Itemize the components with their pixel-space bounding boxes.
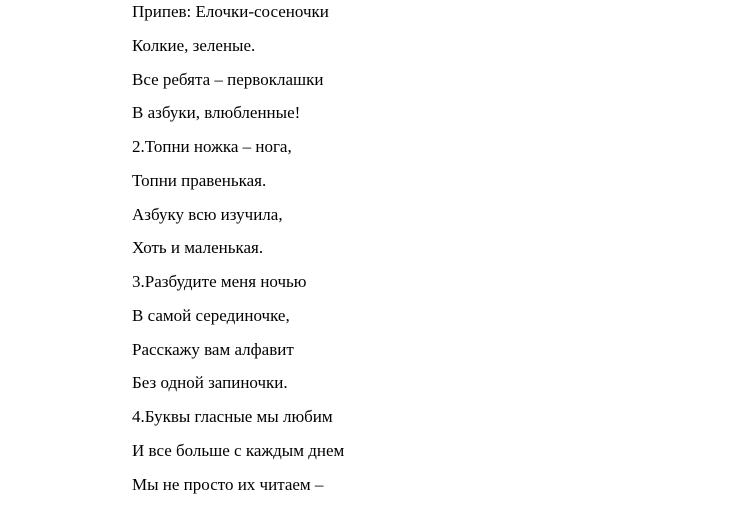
text-line: Расскажу вам алфавит — [132, 338, 344, 372]
text-line: Азбуку всю изучила, — [132, 203, 344, 237]
song-text — [132, 0, 344, 506]
text-line: Все ребята – первоклашки — [132, 68, 344, 102]
text-line: 2.Топни ножка – нога, — [132, 135, 344, 169]
text-line: 3.Разбудите меня ночью — [132, 270, 344, 304]
text-line: Топни правенькая. — [132, 169, 344, 203]
text-line: Без одной запиночки. — [132, 371, 344, 405]
text-line: Припев: Елочки-сосеночки — [132, 0, 344, 34]
text-line: Колкие, зеленые. — [132, 34, 344, 68]
text-line: В азбуки, влюбленные! — [132, 101, 344, 135]
text-line: В самой серединочке, — [132, 304, 344, 338]
text-line: Хоть и маленькая. — [132, 236, 344, 270]
text-line: И все больше с каждым днем — [132, 439, 344, 473]
text-line: 4.Буквы гласные мы любим — [132, 405, 344, 439]
text-line: Мы не просто их читаем – — [132, 473, 344, 506]
